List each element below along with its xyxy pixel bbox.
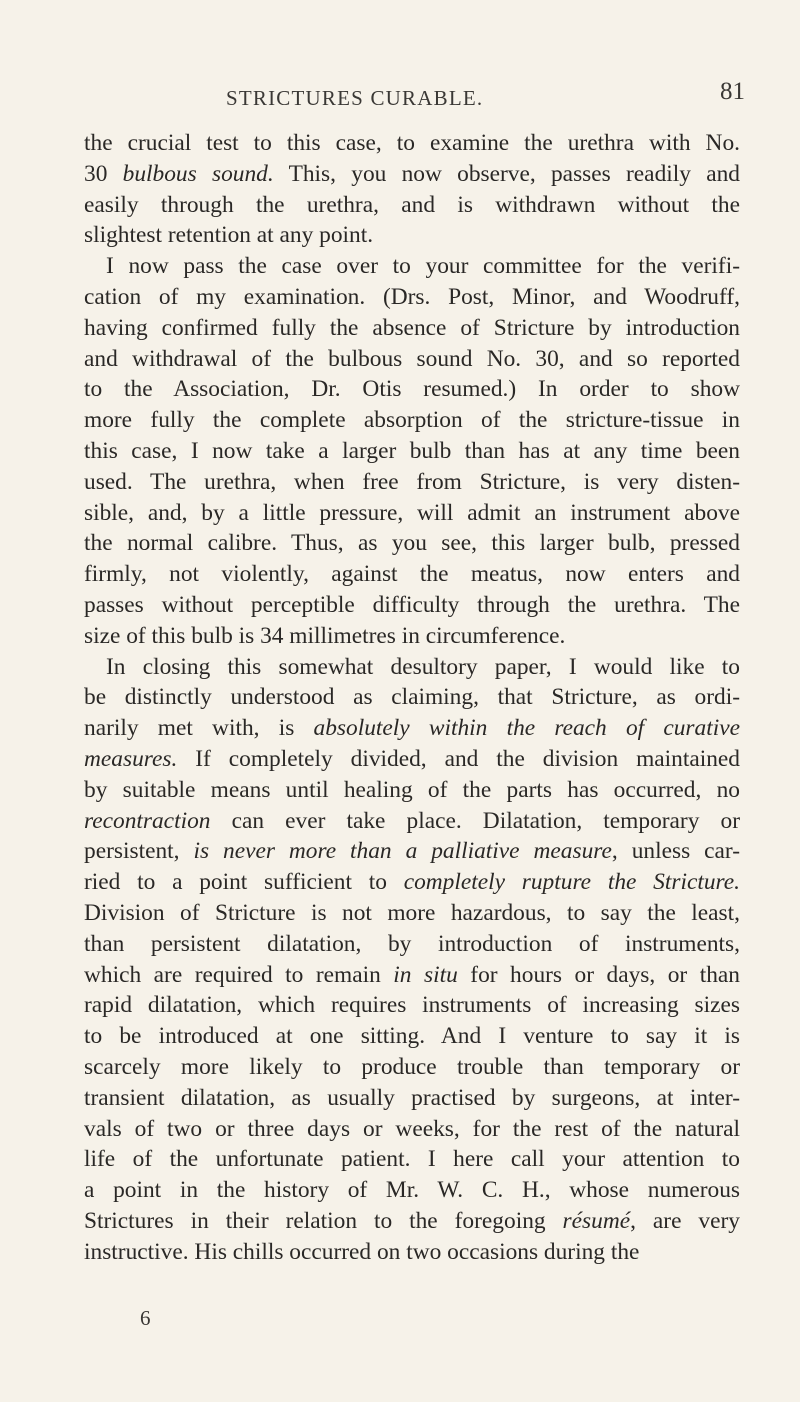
italic-phrase: résumé <box>562 1207 631 1234</box>
text-segment: scarcely more likely to produce trouble than temporary or <box>84 1053 740 1080</box>
text-segment: to the Association, Dr. Otis resumed.) In order to show <box>84 376 740 403</box>
italic-phrase: absolutely within the reach of curative <box>313 715 740 742</box>
italic-phrase: is never more than a palliative measure <box>193 838 612 865</box>
text-line <box>84 220 740 251</box>
page-number: 81 <box>720 78 745 105</box>
text-line <box>84 652 740 683</box>
text-segment: Strictures in their relation to the foregoing <box>84 1207 563 1234</box>
text-line <box>84 313 740 344</box>
text-segment: can ever take place. Dilatation, temporary or <box>210 807 740 834</box>
text-segment: cation of my examination. (Drs. Post, Minor, and Woodruff, <box>84 283 740 310</box>
text-segment: I now pass the case over to your committee for the verifi- <box>106 253 740 280</box>
italic-phrase: in situ <box>393 961 458 988</box>
text-line <box>84 621 740 652</box>
text-line <box>84 867 740 898</box>
text-line <box>84 1206 740 1237</box>
text-line <box>84 1083 740 1114</box>
text-segment: the crucial test to this case, to examine the urethra with No. <box>84 130 740 156</box>
text-segment: life of the unfortunate patient. I here call your attention to <box>84 1146 740 1173</box>
text-line <box>84 159 740 190</box>
text-line <box>84 1175 740 1206</box>
running-title: STRICTURES CURABLE. <box>226 86 484 110</box>
text-segment: 30 <box>84 160 123 187</box>
text-line <box>84 344 740 375</box>
text-segment: slightest retention at any point. <box>84 222 374 249</box>
text-line <box>84 713 740 744</box>
text-line <box>84 1237 740 1268</box>
text-segment: passes without perceptible difficulty through the urethra. The <box>84 591 740 618</box>
text-segment: easily through the urethra, and is withdrawn without the <box>84 191 740 218</box>
text-segment: This, you now observe, passes readily and <box>273 160 740 187</box>
text-segment: ried to a point sufficient to <box>84 869 404 896</box>
text-line <box>84 1144 740 1175</box>
text-segment: the normal calibre. Thus, as you see, this larger bulb, pressed <box>84 530 740 557</box>
running-head <box>0 78 800 126</box>
text-line <box>84 1021 740 1052</box>
text-line <box>84 436 740 467</box>
text-segment: more fully the complete absorption of the stricture-tissue in <box>84 407 740 434</box>
text-segment: If completely divided, and the division maintained <box>177 745 740 772</box>
text-line <box>84 775 740 806</box>
text-segment: sible, and, by a little pressure, will admit an instrument above <box>84 499 740 526</box>
italic-phrase: completely rupture the Stricture. <box>403 869 740 896</box>
text-segment: be distinctly understood as claiming, that Stricture, as ordi- <box>84 684 740 711</box>
text-segment: , unless car- <box>611 838 741 865</box>
text-line <box>84 498 740 529</box>
text-segment: a point in the history of Mr. W. C. H., whose numerous <box>84 1177 740 1204</box>
text-line <box>84 990 740 1021</box>
text-segment: , are very <box>630 1207 740 1234</box>
signature-mark: 6 <box>140 1306 151 1330</box>
text-line <box>84 251 740 282</box>
text-line <box>84 1114 740 1145</box>
text-line <box>84 282 740 313</box>
text-segment: than persistent dilatation, by introduction of instruments, <box>84 930 740 957</box>
body-text <box>84 128 740 1267</box>
text-line <box>84 467 740 498</box>
text-segment: transient dilatation, as usually practised by surgeons, at inter- <box>84 1084 740 1111</box>
text-segment: Division of Stricture is not more hazardous, to say the least, <box>84 899 740 926</box>
text-line <box>84 528 740 559</box>
italic-phrase: bulbous sound. <box>122 160 274 187</box>
text-segment: instructive. His chills occurred on two occasions during the <box>84 1238 640 1265</box>
text-segment: size of this bulb is 34 millimetres in circumference. <box>84 622 566 649</box>
text-segment: having confirmed fully the absence of Stricture by introduction <box>84 314 740 341</box>
text-segment: narily met with, is <box>84 715 314 742</box>
text-line <box>84 374 740 405</box>
text-line <box>84 559 740 590</box>
text-segment: for hours or days, or than <box>457 961 740 988</box>
text-line <box>84 128 740 159</box>
text-line <box>84 806 740 837</box>
text-segment: to be introduced at one sitting. And I venture to say it is <box>84 1023 740 1050</box>
text-line <box>84 836 740 867</box>
text-segment: which are required to remain <box>84 961 394 988</box>
text-segment: and withdrawal of the bulbous sound No. 30, and so reported <box>84 345 740 372</box>
text-line <box>84 190 740 221</box>
text-segment: firmly, not violently, against the meatus, now enters and <box>84 561 740 588</box>
text-line <box>84 898 740 929</box>
text-line <box>84 1052 740 1083</box>
text-line <box>84 682 740 713</box>
text-segment: this case, I now take a larger bulb than has at any time been <box>84 437 740 464</box>
text-segment: persistent, <box>84 838 194 865</box>
italic-phrase: measures. <box>84 745 178 772</box>
text-line <box>84 590 740 621</box>
text-line <box>84 929 740 960</box>
text-segment: vals of two or three days or weeks, for the rest of the natural <box>84 1115 740 1142</box>
text-line <box>84 405 740 436</box>
text-line <box>84 744 740 775</box>
text-segment: rapid dilatation, which requires instruments of increasing sizes <box>84 992 740 1019</box>
text-segment: used. The urethra, when free from Stricture, is very disten- <box>84 468 740 495</box>
text-segment: In closing this somewhat desultory paper, I would like to <box>106 653 740 680</box>
text-line <box>84 960 740 991</box>
italic-phrase: recontraction <box>84 807 211 834</box>
text-segment: by suitable means until healing of the parts has occurred, no <box>84 776 740 803</box>
